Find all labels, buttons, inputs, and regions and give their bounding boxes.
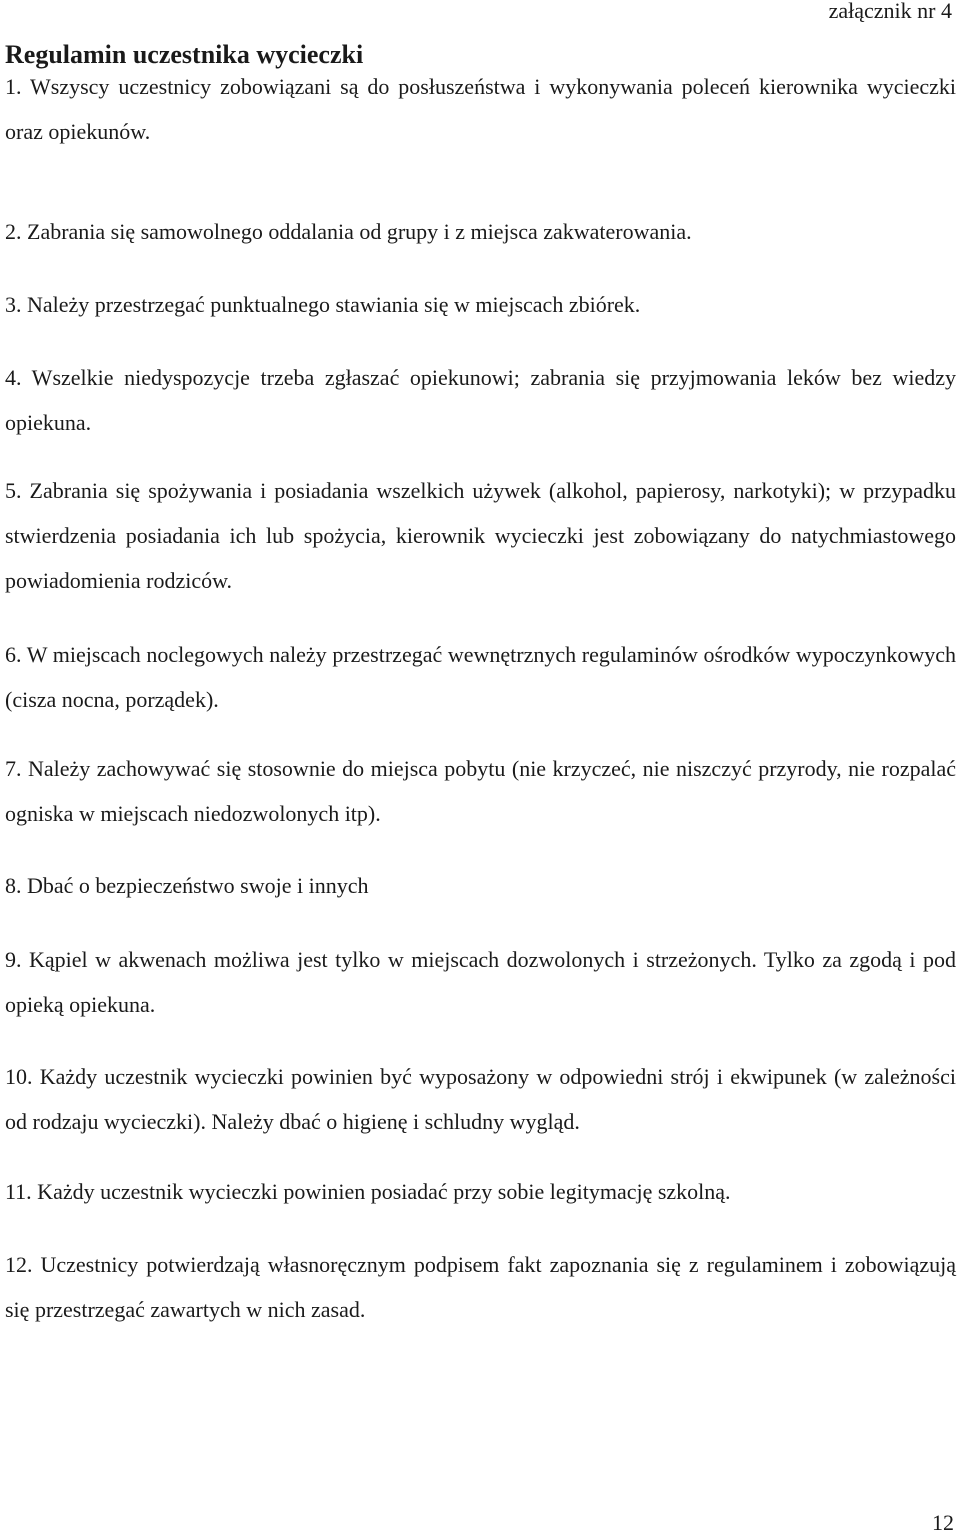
rule-3: 3. Należy przestrzegać punktualnego stawiania się w miejscach zbiórek. xyxy=(5,292,641,317)
rule-7: 7. Należy zachowywać się stosownie do miejsca pobytu (nie krzyczeć, nie niszczyć przyrody, nie rozpalać ogniska w miejscach niedozwolonych itp). xyxy=(5,756,956,826)
document-title: Regulamin uczestnika wycieczki xyxy=(5,40,364,69)
rule-10: 10. Każdy uczestnik wycieczki powinien być wyposażony w odpowiedni strój i ekwipunek (w zależności od rodzaju wycieczki). Należy dbać o higienę i schludny wygląd. xyxy=(5,1064,956,1134)
rule-2: 2. Zabrania się samowolnego oddalania od grupy i z miejsca zakwaterowania. xyxy=(5,219,692,244)
rule-4: 4. Wszelkie niedyspozycje trzeba zgłaszać opiekunowi; zabrania się przyjmowania leków bez wiedzy opiekuna. xyxy=(5,365,956,435)
rule-11: 11. Każdy uczestnik wycieczki powinien posiadać przy sobie legitymację szkolną. xyxy=(5,1179,731,1204)
rule-12: 12. Uczestnicy potwierdzają własnoręcznym podpisem fakt zapoznania się z regulaminem i zobowiązują się przestrzegać zawartych w nich zasad. xyxy=(5,1252,956,1322)
rule-1: 1. Wszyscy uczestnicy zobowiązani są do posłuszeństwa i wykonywania poleceń kierownika wycieczki oraz opiekunów. xyxy=(5,74,956,144)
rule-6: 6. W miejscach noclegowych należy przestrzegać wewnętrznych regulaminów ośrodków wypoczynkowych (cisza nocna, porządek). xyxy=(5,642,956,712)
page-number: 12 xyxy=(932,1510,954,1535)
rule-5: 5. Zabrania się spożywania i posiadania wszelkich używek (alkohol, papierosy, narkotyki); w przypadku stwierdzenia posiadania ich lub spożycia, kierownik wycieczki jest zobowiązany do natychmiastowego powiadomienia rodziców. xyxy=(5,478,956,593)
annex-label: załącznik nr 4 xyxy=(828,0,952,23)
rule-9: 9. Kąpiel w akwenach możliwa jest tylko w miejscach dozwolonych i strzeżonych. Tylko za zgodą i pod opieką opiekuna. xyxy=(5,947,956,1017)
rule-8: 8. Dbać o bezpieczeństwo swoje i innych xyxy=(5,873,369,898)
